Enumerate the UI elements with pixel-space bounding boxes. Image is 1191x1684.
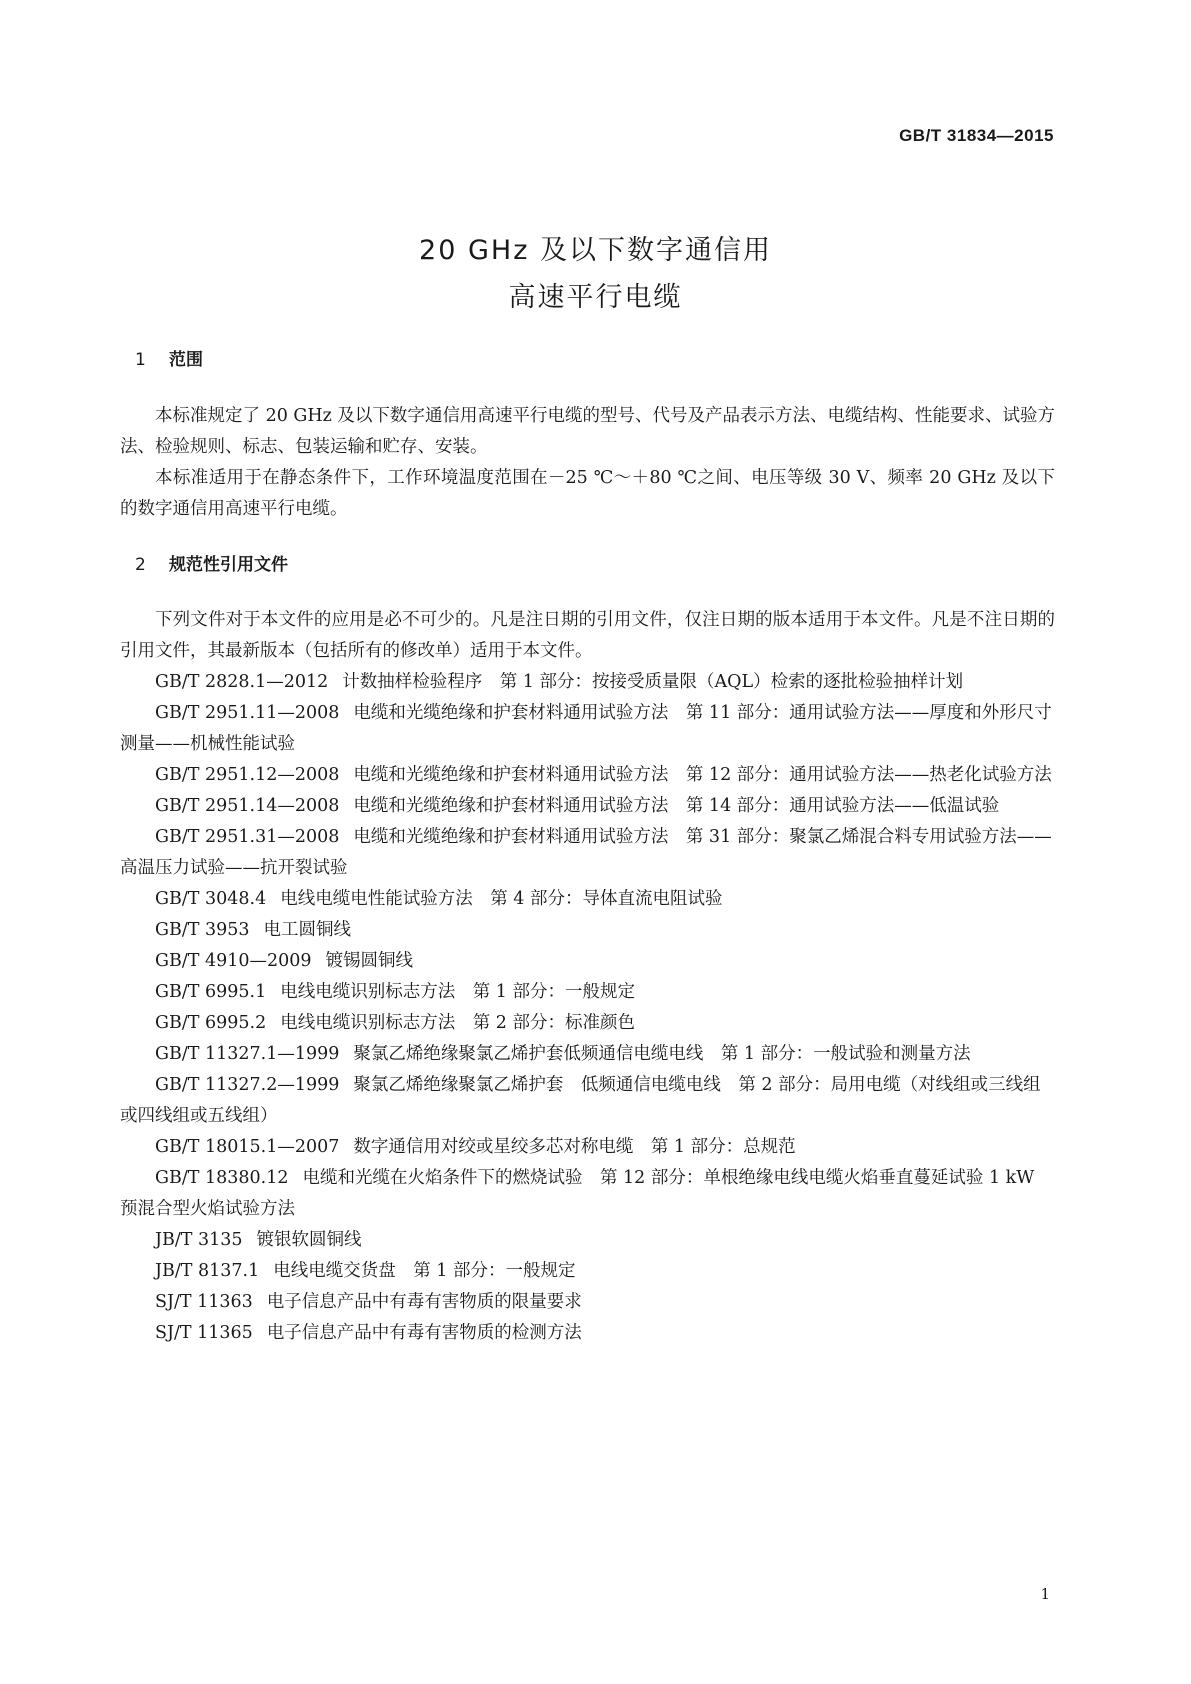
reference-title: 电线电缆识别标志方法 第 1 部分：一般规定 — [280, 982, 635, 1002]
reference-title: 聚氯乙烯绝缘聚氯乙烯护套 低频通信电缆电线 第 2 部分：局用电缆（对线组或三线组或四线组或五线组） — [120, 1075, 1041, 1126]
reference-list — [120, 667, 1055, 1349]
document-title-line-1: 20 GHz 及以下数字通信用 — [419, 235, 772, 266]
reference-title: 电缆和光缆绝缘和护套材料通用试验方法 第 31 部分：聚氯乙烯混合料专用试验方法——高温压力试验——抗开裂试验 — [120, 827, 1052, 878]
reference-code: SJ/T 11365 — [155, 1323, 253, 1343]
reference-code: GB/T 11327.1—1999 — [155, 1044, 340, 1064]
reference-item — [120, 1225, 1055, 1256]
reference-code: GB/T 2951.14—2008 — [155, 796, 340, 816]
standard-number: GB/T 31834—2015 — [899, 126, 1054, 145]
reference-item — [120, 1132, 1055, 1163]
section-1-paragraph: 本标准规定了 20 GHz 及以下数字通信用高速平行电缆的型号、代号及产品表示方法、电缆结构、性能要求、试验方法、检验规则、标志、包装运输和贮存、安装。 — [120, 406, 1055, 457]
reference-title: 聚氯乙烯绝缘聚氯乙烯护套低频通信电缆电线 第 1 部分：一般试验和测量方法 — [353, 1044, 971, 1064]
reference-code: GB/T 2828.1—2012 — [155, 672, 329, 692]
reference-code: JB/T 8137.1 — [155, 1261, 260, 1281]
reference-title: 电缆和光缆绝缘和护套材料通用试验方法 第 12 部分：通用试验方法——热老化试验方法 — [353, 765, 1052, 785]
document-title-line-2: 高速平行电缆 — [508, 282, 683, 313]
reference-title: 电子信息产品中有毒有害物质的检测方法 — [266, 1323, 582, 1343]
reference-item — [120, 667, 1055, 698]
reference-item — [120, 1070, 1055, 1132]
reference-title: 电缆和光缆绝缘和护套材料通用试验方法 第 11 部分：通用试验方法——厚度和外形尺寸测量——机械性能试验 — [120, 703, 1052, 754]
reference-title: 电缆和光缆绝缘和护套材料通用试验方法 第 14 部分：通用试验方法——低温试验 — [353, 796, 1000, 816]
reference-code: GB/T 6995.2 — [155, 1013, 267, 1033]
reference-item — [120, 1008, 1055, 1039]
reference-item — [120, 977, 1055, 1008]
reference-item — [120, 915, 1055, 946]
section-1-title: 范围 — [169, 350, 203, 370]
reference-title: 电缆和光缆在火焰条件下的燃烧试验 第 12 部分：单根绝缘电线电缆火焰垂直蔓延试验 1 kW 预混合型火焰试验方法 — [120, 1168, 1035, 1219]
section-1-body — [120, 401, 1055, 525]
reference-code: GB/T 18380.12 — [155, 1168, 289, 1188]
reference-code: GB/T 4910—2009 — [155, 951, 312, 971]
reference-item — [120, 760, 1055, 791]
reference-item — [120, 698, 1055, 760]
section-1-number: 1 — [135, 350, 146, 370]
reference-code: GB/T 3048.4 — [155, 889, 267, 909]
reference-title: 电线电缆识别标志方法 第 2 部分：标准颜色 — [280, 1013, 635, 1033]
section-2-heading — [135, 550, 288, 575]
reference-item — [120, 791, 1055, 822]
reference-code: GB/T 2951.31—2008 — [155, 827, 340, 847]
reference-title: 电线电缆电性能试验方法 第 4 部分：导体直流电阻试验 — [280, 889, 723, 909]
reference-title: 电线电缆交货盘 第 1 部分：一般规定 — [273, 1261, 576, 1281]
section-1-heading — [135, 345, 203, 370]
reference-title: 电子信息产品中有毒有害物质的限量要求 — [266, 1292, 582, 1312]
reference-item — [120, 1287, 1055, 1318]
reference-title: 镀锡圆铜线 — [325, 951, 414, 971]
reference-item — [120, 1163, 1055, 1225]
reference-title: 电工圆铜线 — [263, 920, 352, 940]
reference-item — [120, 884, 1055, 915]
reference-item — [120, 822, 1055, 884]
section-2-title: 规范性引用文件 — [169, 555, 288, 575]
page-number: 1 — [1040, 1585, 1050, 1603]
reference-code: GB/T 11327.2—1999 — [155, 1075, 340, 1095]
reference-item — [120, 1318, 1055, 1349]
reference-code: GB/T 18015.1—2007 — [155, 1137, 340, 1157]
section-2-intro: 下列文件对于本文件的应用是必不可少的。凡是注日期的引用文件，仅注日期的版本适用于本文件。凡是不注日期的引用文件，其最新版本（包括所有的修改单）适用于本文件。 — [120, 610, 1055, 661]
reference-item — [120, 1039, 1055, 1070]
reference-title: 数字通信用对绞或星绞多芯对称电缆 第 1 部分：总规范 — [353, 1137, 796, 1157]
reference-item — [120, 946, 1055, 977]
reference-code: GB/T 2951.11—2008 — [155, 703, 340, 723]
reference-code: GB/T 3953 — [155, 920, 250, 940]
section-1-paragraph: 本标准适用于在静态条件下，工作环境温度范围在－25 ℃～＋80 ℃之间、电压等级 30 V、频率 20 GHz 及以下的数字通信用高速平行电缆。 — [120, 468, 1055, 519]
reference-code: GB/T 2951.12—2008 — [155, 765, 340, 785]
reference-title: 计数抽样检验程序 第 1 部分：按接受质量限（AQL）检索的逐批检验抽样计划 — [342, 672, 964, 692]
reference-code: GB/T 6995.1 — [155, 982, 267, 1002]
section-2-body — [120, 605, 1055, 1349]
reference-code: JB/T 3135 — [155, 1230, 243, 1250]
reference-title: 镀银软圆铜线 — [256, 1230, 362, 1250]
reference-item — [120, 1256, 1055, 1287]
reference-code: SJ/T 11363 — [155, 1292, 253, 1312]
section-2-number: 2 — [135, 555, 146, 575]
